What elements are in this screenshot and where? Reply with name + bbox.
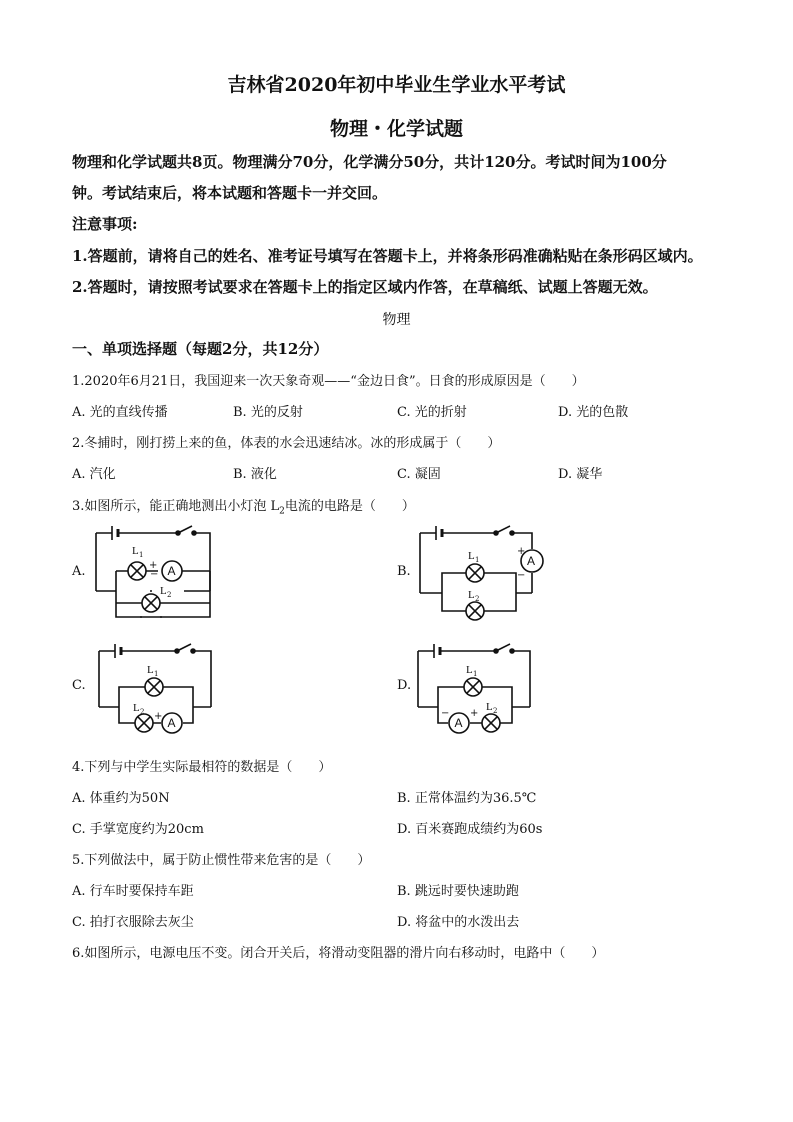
svg-text:L: L xyxy=(486,701,493,713)
q2-option-c: C. 凝固 xyxy=(397,467,441,482)
notice-heading: 注意事项: xyxy=(72,215,138,233)
circuit-diagram-c xyxy=(95,641,219,741)
svg-text:1: 1 xyxy=(139,551,144,559)
q1-option-c: C. 光的折射 xyxy=(397,405,467,420)
q3-option-d-label: D. xyxy=(397,678,412,693)
q5-option-b: B. 跳远时要快速助跑 xyxy=(397,884,519,899)
svg-text:L: L xyxy=(160,585,167,597)
q5-option-c: C. 拍打衣服除去灰尘 xyxy=(72,915,194,930)
q1-option-d: D. 光的色散 xyxy=(558,405,629,420)
q3-option-c-label: C. xyxy=(72,678,86,693)
svg-text:2: 2 xyxy=(475,595,480,603)
q5-option-a: A. 行车时要保持车距 xyxy=(72,884,194,899)
circuit-diagram-b xyxy=(416,521,546,631)
svg-text:A: A xyxy=(527,554,536,568)
svg-text:+: + xyxy=(154,711,163,722)
svg-text:A: A xyxy=(454,716,463,730)
q5-option-d: D. 将盆中的水泼出去 xyxy=(397,915,520,930)
notice-1: 1.答题前，请将自己的姓名、准考证号填写在答题卡上，并将条形码准确粘贴在条形码区域内。 xyxy=(72,247,703,265)
svg-text:A: A xyxy=(167,564,176,578)
svg-text:L: L xyxy=(468,550,475,562)
question-5-stem: 5.下列做法中，属于防止惯性带来危害的是（ ） xyxy=(72,853,371,868)
circuit-diagram-d xyxy=(414,641,538,741)
question-4-stem: 4.下列与中学生实际最相符的数据是（ ） xyxy=(72,760,332,775)
subject-heading: 物理 xyxy=(382,312,411,328)
question-1-stem: 1.2020年6月21日，我国迎来一次天象奇观——“金边日食”。日食的形成原因是（ ） xyxy=(72,374,585,389)
svg-text:−: − xyxy=(441,708,450,719)
q4-option-d: D. 百米赛跑成绩约为60s xyxy=(397,822,543,837)
label-l1: L xyxy=(132,545,139,557)
svg-text:A: A xyxy=(167,716,176,730)
svg-text:2: 2 xyxy=(493,707,498,715)
page-title: 吉林省2020年初中毕业生学业水平考试 xyxy=(227,74,566,96)
svg-text:1: 1 xyxy=(473,670,478,678)
circuit-diagram-a xyxy=(92,521,218,621)
svg-text:2: 2 xyxy=(140,708,145,716)
svg-text:+: + xyxy=(149,560,158,571)
notice-2: 2.答题时，请按照考试要求在答题卡上的指定区域内作答，在草稿纸、试题上答题无效。 xyxy=(72,278,658,296)
question-6-stem: 6.如图所示，电源电压不变。闭合开关后，将滑动变阻器的滑片向右移动时，电路中（ ） xyxy=(72,946,605,961)
q2-option-d: D. 凝华 xyxy=(558,467,603,482)
q3-option-a-label: A. xyxy=(72,564,86,579)
svg-text:L: L xyxy=(133,702,140,714)
svg-text:L: L xyxy=(147,664,154,676)
svg-text:−: − xyxy=(150,569,159,580)
section-heading: 一、单项选择题（每题2分，共12分） xyxy=(72,340,329,358)
intro-line-2: 钟。考试结束后，将本试题和答题卡一并交回。 xyxy=(72,184,388,202)
q1-option-b: B. 光的反射 xyxy=(233,405,303,420)
svg-text:1: 1 xyxy=(475,556,480,564)
svg-text:L: L xyxy=(466,664,473,676)
svg-text:1: 1 xyxy=(154,670,159,678)
q1-option-a: A. 光的直线传播 xyxy=(72,405,168,420)
q2-option-b: B. 液化 xyxy=(233,467,277,482)
svg-text:L: L xyxy=(468,589,475,601)
question-2-stem: 2.冬捕时，刚打捞上来的鱼，体表的水会迅速结冰。冰的形成属于（ ） xyxy=(72,436,501,451)
intro-line-1: 物理和化学试题共8页。物理满分70分，化学满分50分，共计120分。考试时间为100分 xyxy=(72,153,667,171)
svg-text:2: 2 xyxy=(167,591,172,599)
svg-text:−: − xyxy=(517,570,526,581)
svg-text:+: + xyxy=(470,708,479,719)
q2-option-a: A. 汽化 xyxy=(72,467,116,482)
q4-option-c: C. 手掌宽度约为20cm xyxy=(72,822,204,837)
svg-text:+: + xyxy=(517,546,526,557)
page-subtitle: 物理・化学试题 xyxy=(329,118,463,140)
q3-option-b-label: B. xyxy=(397,564,411,579)
q4-option-a: A. 体重约为50N xyxy=(72,791,170,806)
q4-option-b: B. 正常体温约为36.5℃ xyxy=(397,791,537,806)
question-3-stem: 3.如图所示，能正确地测出小灯泡 $L_2$电流的电路是（ ） xyxy=(72,499,415,517)
